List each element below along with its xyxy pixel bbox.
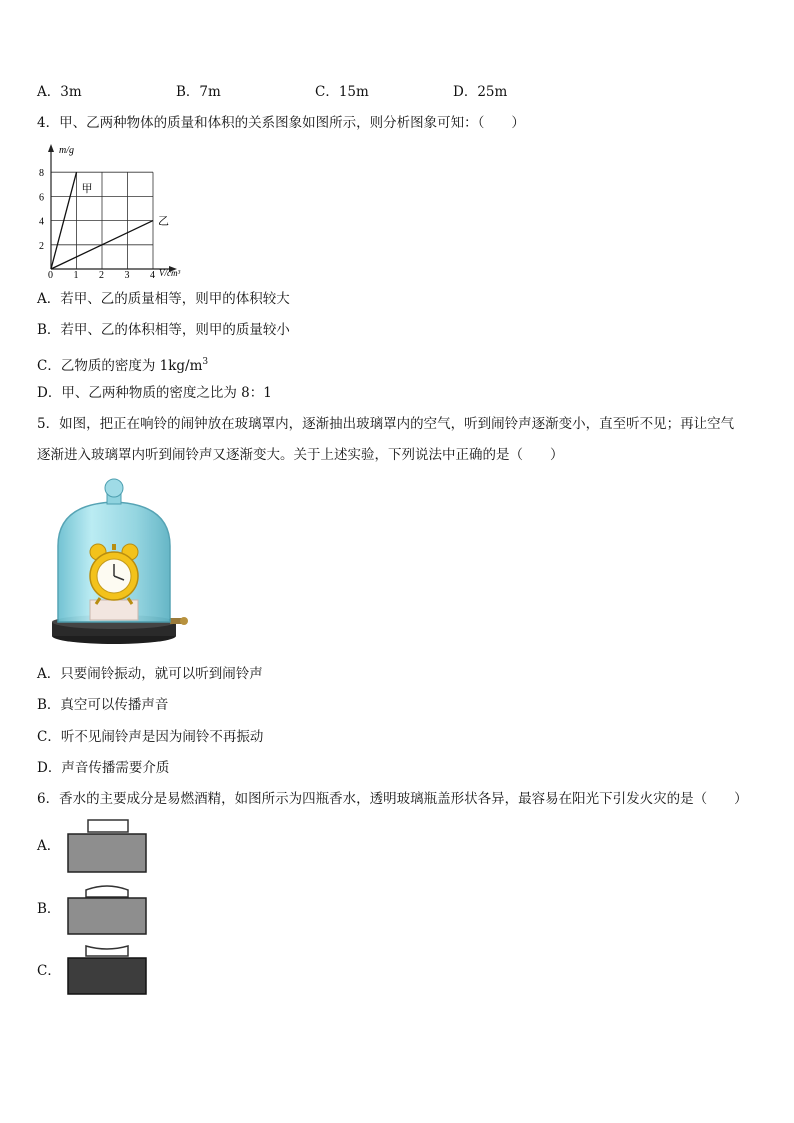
unit-superscript: 3: [202, 357, 209, 367]
q5-option-a: A．只要闹铃振动，就可以听到闹铃声: [37, 666, 263, 682]
x-tick-label: 0: [48, 270, 53, 280]
q5-option-c: C．听不见闹铃声是因为闹铃不再振动: [37, 729, 264, 745]
x-tick-label: 4: [150, 270, 155, 280]
q3-option-d: D．25m: [453, 84, 508, 100]
q6-option-a-label: A．: [37, 838, 61, 854]
q5-option-d: D．声音传播需要介质: [37, 760, 170, 776]
series-label: 甲: [81, 183, 93, 196]
q4-option-c: [37, 352, 208, 376]
q4-option-d: D．甲、乙两种物质的密度之比为 8：1: [37, 385, 272, 401]
y-tick-label: 6: [39, 192, 44, 204]
y-axis-label: m/g: [59, 145, 74, 156]
series-label: 乙: [158, 215, 169, 228]
q6-option-b-label: B．: [37, 901, 61, 917]
q5-stem-line1: 5．如图，把正在响铃的闹钟放在玻璃罩内，逐渐抽出玻璃罩内的空气，听到闹铃声逐渐变小，直至听不见；再让空气: [37, 416, 735, 432]
perfume-bottle-concave-cap-image: [66, 942, 148, 998]
q3-option-a: A．3m: [37, 84, 82, 100]
q6-stem: 6．香水的主要成分是易燃酒精，如图所示为四瓶香水，透明玻璃瓶盖形状各异，最容易在阳光下引发火灾的是（ ）: [37, 791, 748, 807]
perfume-bottle-flat-cap-image: [66, 818, 148, 874]
bell-jar-clock-image: [48, 476, 190, 648]
chart-labels: [39, 168, 169, 280]
q4-option-a: A．若甲、乙的质量相等，则甲的体积较大: [37, 291, 290, 307]
q3-option-b: B．7m: [176, 84, 221, 100]
mass-volume-chart: [36, 142, 196, 280]
q3-option-c: C．15m: [315, 84, 369, 100]
chart-grid: [51, 172, 153, 269]
x-tick-label: 2: [99, 270, 104, 280]
q5-stem-line2: 逐渐进入玻璃罩内听到闹铃声又逐渐变大。关于上述实验，下列说法中正确的是（ ）: [37, 447, 564, 463]
q4-option-b: B．若甲、乙的体积相等，则甲的质量较小: [37, 322, 290, 338]
perfume-bottle-convex-cap-image: [66, 882, 148, 938]
y-tick-label: 8: [39, 168, 44, 180]
y-axis-arrow: [48, 144, 54, 152]
y-tick-label: 2: [39, 240, 44, 252]
q5-option-b: B．真空可以传播声音: [37, 697, 169, 713]
x-axis-label: V/cm³: [159, 268, 181, 278]
q6-option-c-label: C．: [37, 963, 61, 979]
q4-stem: 4．甲、乙两种物体的质量和体积的关系图象如图所示，则分析图象可知：（ ）: [37, 115, 525, 131]
q4-option-c-text: C．乙物质的密度为 1kg/m: [37, 358, 203, 374]
y-tick-label: 4: [39, 216, 44, 228]
x-tick-label: 1: [73, 270, 79, 280]
x-tick-label: 3: [124, 270, 130, 280]
